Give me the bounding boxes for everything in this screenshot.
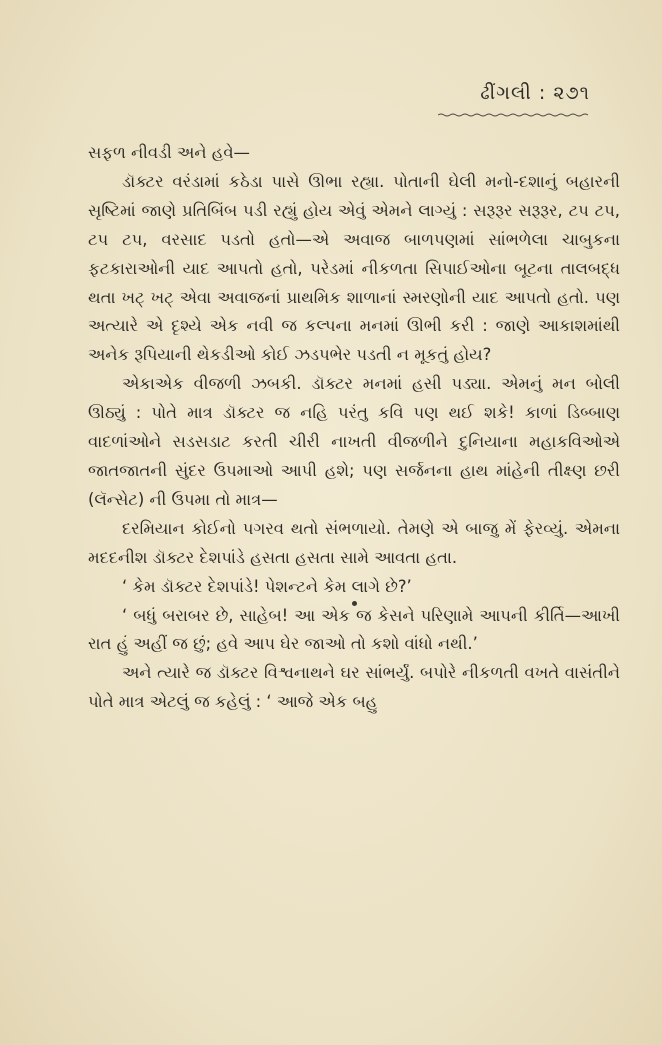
paragraph: ડૉક્ટર વરંડામાં કઠેડા પાસે ઊભા રહ્યા. પોતાની ઘેલી મનો-દશાનું બહારની સૃષ્ટિમાં જાણે પ્રતિબિંબ પડી રહ્યું હોય એવું એમને લાગ્યું : સરૂરૂર સરૂરૂર, ટપ ટપ, ટપ ટપ, વરસાદ પડતો હતો—એ અવાજ બાળપણમાં સાંભળેલા ચાબુકના ફટકારાઓની યાદ આપતો હતો, પરેડમાં નીકળતા સિપાઈઓના બૂટના તાલબદ્ધ થતા ખટ્ ખટ્ એવા અવાજનાં પ્રાથમિક શાળાનાં સ્મરણોની યાદ આપતો હતો. પણ અત્યારે એ દૃશ્યે એક નવી જ કલ્પના મનમાં ઊભી કરી : જાણે આકાશમાંથી અનેક રૂપિયાની થેકડીઓ કોઈ ઝડપભેર પડતી ન મૂકતું હોય? — [88, 171, 620, 365]
decorative-wavy-rule — [438, 113, 590, 117]
body-text — [88, 139, 620, 717]
paragraph: અને ત્યારે જ ડૉક્ટર વિશ્વનાથને ઘર સાંભર્યું. બપોરે નીકળતી વખતે વાસંતીને પોતે માત્ર એટલું જ કહેલું : ‘ આજે એક બહુ — [88, 663, 620, 712]
paragraph: એકાએક વીજળી ઝબકી. ડૉક્ટર મનમાં હસી પડ્યા. એમનું મન બોલી ઊઠ્યું : પોતે માત્ર ડૉક્ટર જ નહિ પરંતુ કવિ પણ થઈ શકે! કાળાં ડિબ્બાણ વાદળાંઓને સડસડાટ કરતી ચીરી નાખતી વીજળીને દુનિયાના મહાકવિઓએ જાતજાતની સુંદર ઉપમાઓ આપી હશે; પણ સર્જનના હાથ માંહેની તીક્ષ્ણ છરી (લૅન્સેટ) ની ઉપમા તો માત્ર— — [88, 374, 620, 509]
paragraph: સફળ નીવડી અને હવે— — [88, 143, 250, 162]
paragraph: દરમિયાન કોઈનો પગરવ થતો સંભળાયો. તેમણે એ બાજુ મેં ફેરવ્યું. એમના મદદનીશ ડૉક્ટર દેશપાંડે હસતા હસતા સામે આવતા હતા. — [88, 518, 620, 567]
paragraph: ‘ બધું બરાબર છે, સાહેબ! આ એક જ કેસને પરિણામે આપની કીર્તિ—આખી રાત હું અહીં જ છું; હવે આપ ઘેર જાઓ તો કશો વાંધો નથી.’ — [88, 605, 620, 654]
paragraph: ‘ કેમ ડૉક્ટર દેશપાંડે! પેશન્ટને કેમ લાગે છે?’ — [122, 576, 412, 596]
running-head: ઢીંગલી : ૨૭૧ — [480, 82, 590, 104]
ink-dot — [352, 601, 357, 606]
